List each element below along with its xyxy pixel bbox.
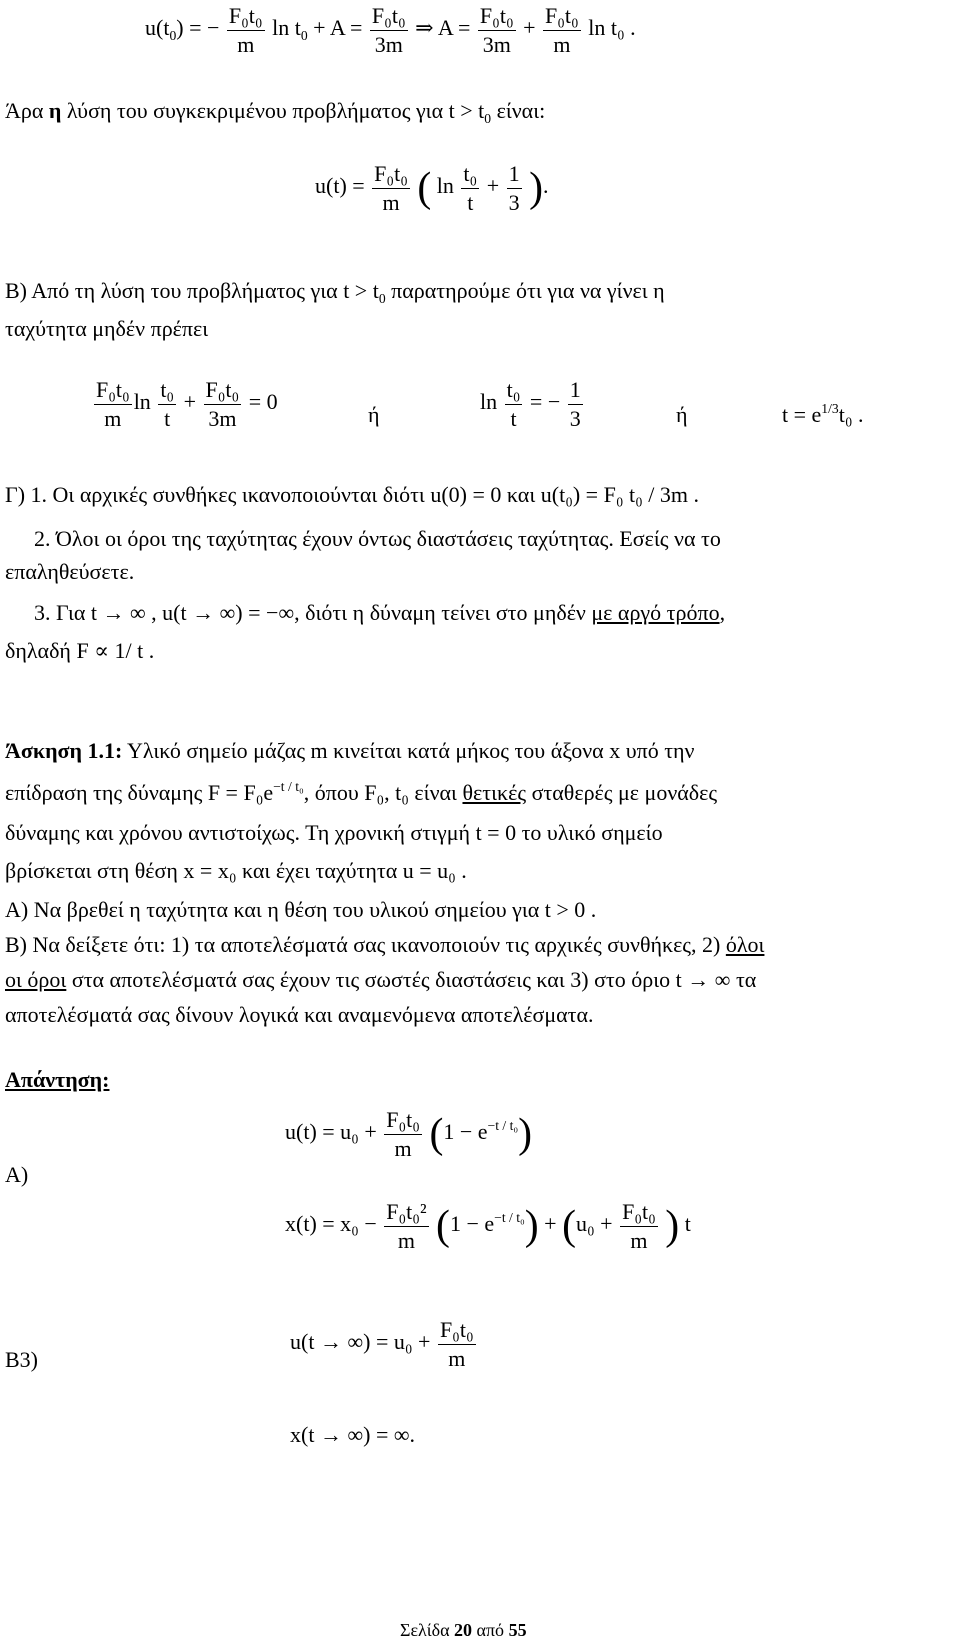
part-c-item3-line2: δηλαδή F ∝ 1/ t . — [5, 638, 155, 663]
equation-position: x(t) = x₀ − $\frac{\text{F₀t₀²}}{m}$ $(1 - e^{-t / t_0}) + (u_0$ + $\frac{\text{F₀t₀}}{m}$ ) t — [285, 1199, 691, 1253]
answer-label-a: Α) — [5, 1162, 29, 1187]
page-total: 55 — [508, 1620, 527, 1640]
question-b-line2: οι όροι στα αποτελέσματά σας έχουν τις σωστές διαστάσεις και 3) στο όριο t → ∞ τα — [5, 967, 757, 992]
part-c-item2-line2: επαληθεύσετε. — [5, 559, 135, 584]
equation-zero-velocity: $\frac{\text{F₀t₀}}{m}$ ln $\frac{\text{t₀}}{t}$ + $\frac{\text{F₀t₀}}{3m}$ = 0 — [96, 377, 278, 431]
question-b-line3: αποτελέσματά σας δίνουν λογικά και αναμενόμενα αποτελέσματα. — [5, 1002, 594, 1027]
question-a: Α) Να βρεθεί η ταχύτητα και η θέση του υλικού σημείου για t > 0 . — [5, 897, 597, 922]
part-c-item3-line1: 3. Για t → ∞ , u(t → ∞) = −∞, διότι η δύναμη τείνει στο μηδέν με αργό τρόπο, — [34, 600, 726, 625]
or-label-1: ή — [368, 402, 380, 427]
page-footer: Σελίδα 20 από 55 — [400, 1620, 527, 1640]
solution-intro: Άρα η λύση του συγκεκριμένου προβλήματος για $t > t_0$ είναι: — [5, 98, 546, 126]
equation-u-t0: $u(t_0)$ = − $\frac{\text{F₀t₀}}{m}$ $\ln t_0 + A$ = $\frac{\text{F₀t₀}}{3m}$ ⇒ A = $\frac{\text{F₀t₀}}{3m}$ + $\frac{\text{F₀t₀}}{m}$ ln t₀ . — [145, 3, 636, 57]
equation-position-limit: x(t → ∞) = ∞. — [290, 1422, 416, 1447]
equation-ln-ratio: ln $\frac{\text{t₀}}{t}$ = − $\frac{1}{3}$ — [480, 377, 581, 431]
page-number: 20 — [454, 1620, 473, 1640]
part-b-line1: Β) Από τη λύση του προβλήματος για $t > t_0$ παρατηρούμε ότι για να γίνει η — [5, 278, 665, 306]
part-b-line2: ταχύτητα μηδέν πρέπει — [5, 316, 209, 341]
part-c-item1: Γ) 1. Οι αρχικές συνθήκες ικανοποιούνται διότι u(0) = 0 και u(t₀) = F₀ t₀ / 3m . — [5, 482, 700, 507]
exercise-line2: επίδραση της δύναμης $F = F_0e^{-t / t_0}$, όπου F₀, t₀ είναι θετικές σταθερές με μονάδες — [5, 779, 718, 805]
exercise-line4: βρίσκεται στη θέση x = x₀ και έχει ταχύτητα u = u₀ . — [5, 858, 467, 883]
exercise-line3: δύναμης και χρόνου αντιστοίχως. Τη χρονική στιγμή t = 0 το υλικό σημείο — [5, 820, 663, 845]
equation-velocity-limit: u(t → ∞) = u₀ + $\frac{\text{F₀t₀}}{m}$ — [290, 1317, 474, 1371]
exercise-title: Άσκηση 1.1: — [5, 738, 123, 763]
part-c-item2-line1: 2. Όλοι οι όροι της ταχύτητας έχουν όντως διαστάσεις ταχύτητας. Εσείς να το — [34, 526, 721, 551]
equation-solution: u(t) = $\frac{\text{F₀t₀}}{m}$ ( ln $\frac{\text{t₀}}{t}$ + $\frac{1}{3}$ ). — [315, 161, 549, 215]
equation-velocity: u(t) = u₀ + $\frac{\text{F₀t₀}}{m}$ $(1 - e^{-t / t_0})$ — [285, 1107, 533, 1161]
answer-label-b3: Β3) — [5, 1347, 38, 1372]
equation-t-result: $t = e^{1/3}t_0$ . — [782, 401, 864, 427]
question-b-line1: Β) Να δείξετε ότι: 1) τα αποτελέσματά σας ικανοποιούν τις αρχικές συνθήκες, 2) όλοι — [5, 932, 765, 957]
or-label-2: ή — [676, 402, 688, 427]
answer-heading: Απάντηση: — [5, 1067, 110, 1092]
exercise-line1: Άσκηση 1.1: Υλικό σημείο μάζας m κινείται κατά μήκος του άξονα x υπό την — [5, 738, 695, 763]
